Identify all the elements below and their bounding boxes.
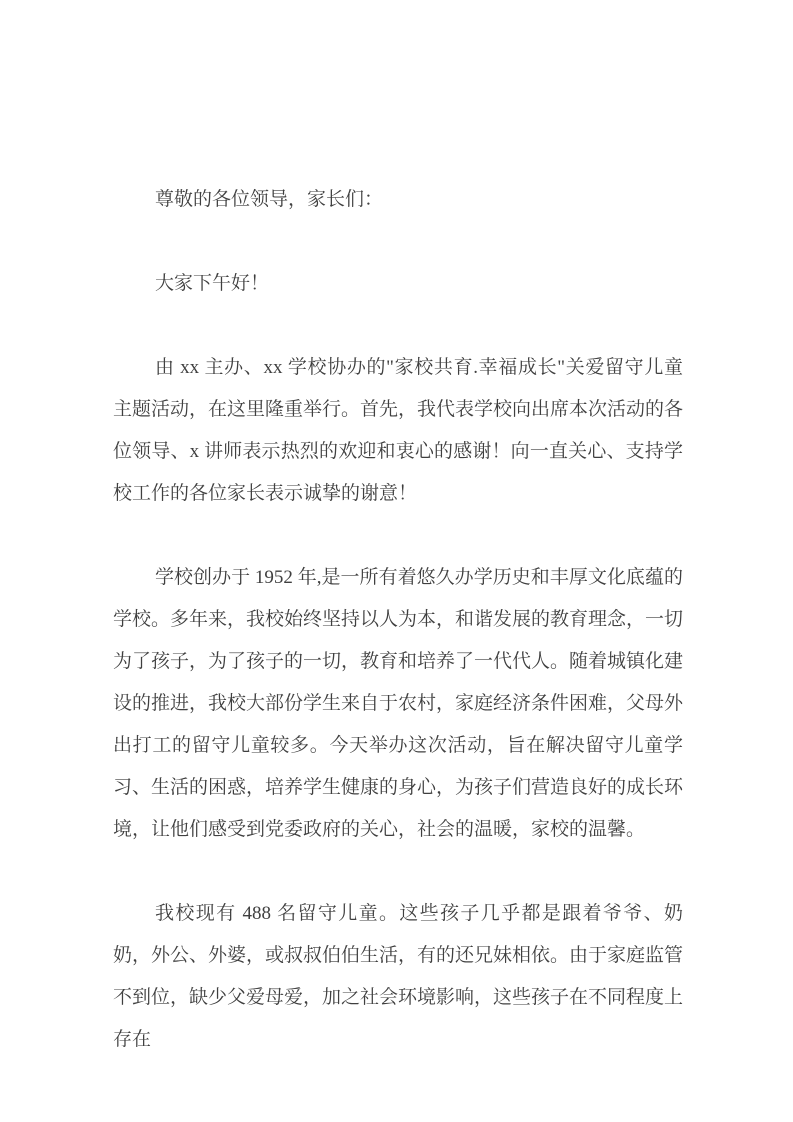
greeting-line: 大家下午好！: [155, 273, 270, 294]
document-body: [113, 179, 683, 1061]
salutation-line: 尊敬的各位领导，家长们：: [155, 189, 384, 210]
paragraph-school-history: 学校创办于 1952 年,是一所有着悠久办学历史和丰厚文化底蕴的学校。多年来，我校始终坚持以人为本，和谐发展的教育理念，一切为了孩子，为了孩子的一切，教育和培养了一代代人。随着城镇化建设的推进，我校大部份学生来自于农村，家庭经济条件困难，父母外出打工的留守儿童较多。今天举办这次活动，旨在解决留守儿童学习、生活的困惑，培养学生健康的身心，为孩子们营造良好的成长环境，让他们感受到党委政府的关心，社会的温暖，家校的温馨。: [113, 567, 684, 840]
paragraph-event-intro: 由 xx 主办、xx 学校协办的"家校共育.幸福成长"关爱留守儿童主题活动，在这里隆重举行。首先，我代表学校向出席本次活动的各位领导、x 讲师表示热烈的欢迎和衷心的感谢！向一直关心、支持学校工作的各位家长表示诚挚的谢意！: [113, 357, 684, 504]
paragraph-children-situation: 我校现有 488 名留守儿童。这些孩子几乎都是跟着爷爷、奶奶，外公、外婆，或叔叔伯伯生活，有的还兄妹相依。由于家庭监管不到位，缺少父爱母爱，加之社会环境影响，这些孩子在不同程度上存在: [113, 903, 684, 1050]
